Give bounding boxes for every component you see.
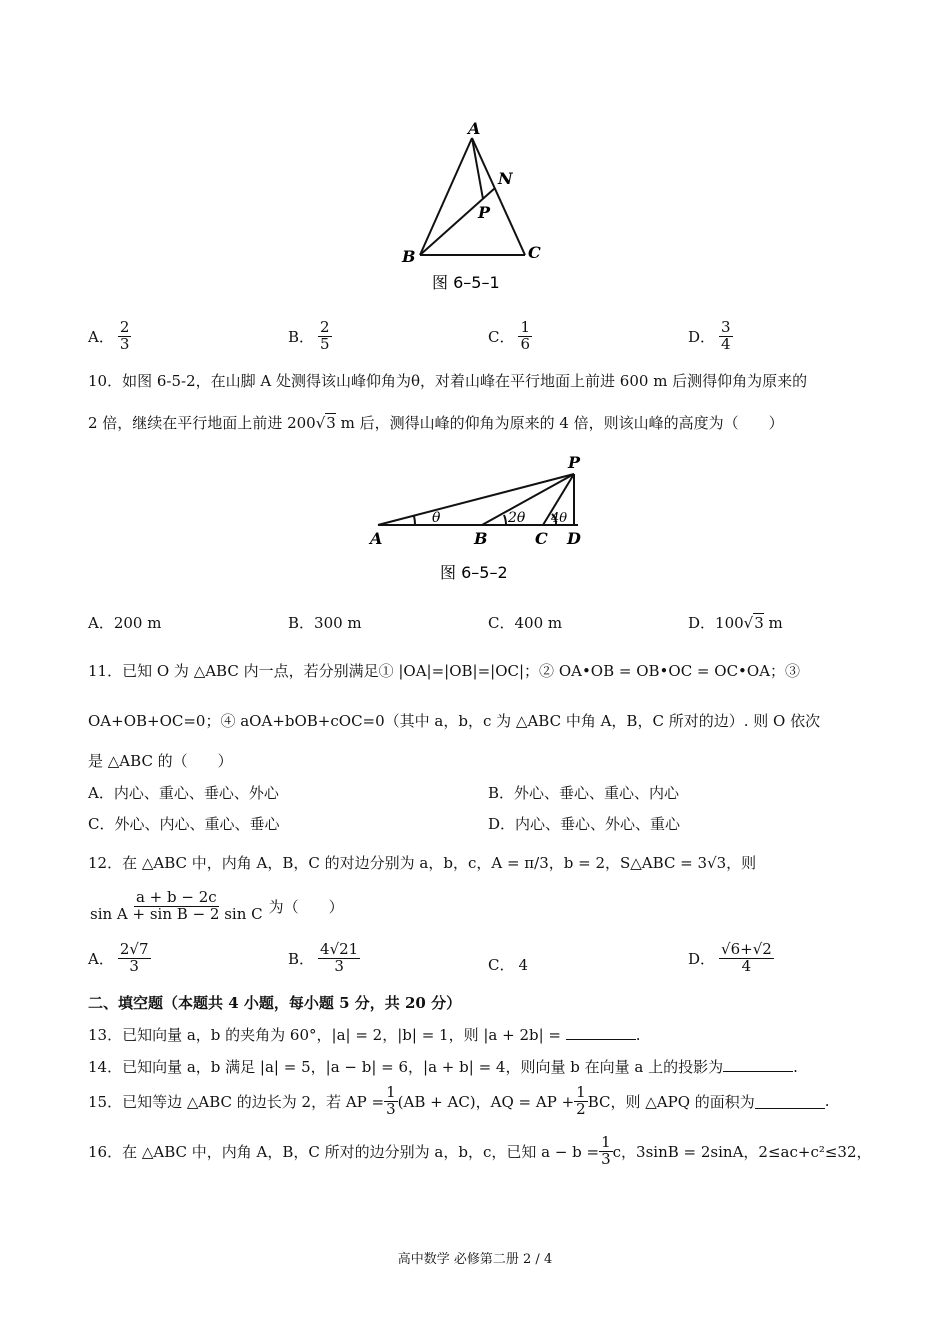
label-N: N [498,169,513,188]
q16: 16．在 △ABC 中，内角 A，B，C 所对的边分别为 a，b，c，已知 a − b = $\frac{1}{3}$ c，3sinB = 2sinA，2≤ac+c²≤32， [88,1133,872,1168]
label-B: B [474,529,488,548]
q14-blank[interactable] [723,1057,793,1072]
q9-option-d[interactable]: D． $\frac{3}{4}$ [688,318,731,353]
page-footer: 高中数学 必修第二册 2 / 4 [397,1252,553,1267]
fig1-caption: 图 6–5–1 [432,273,500,292]
q9-option-b[interactable]: B． $\frac{2}{5}$ [288,318,330,353]
label-C: C [528,243,541,262]
q12-option-d[interactable]: D． $\frac{√6+√2}{4}$ [688,940,772,975]
q11-line2: OA+OB+OC=0；④ aOA+bOB+cOC=0（其中 a，b，c 为 △ABC 中角 A，B，C 所对的边）. 则 O 依次 [88,712,821,730]
q10-option-d[interactable]: D．100 √ 3 m [688,613,783,632]
q9-option-c[interactable]: C． $\frac{1}{6}$ [488,318,531,353]
figure-6-5-2 [360,448,600,588]
label-P: P [478,203,491,222]
q11-line1: 11．已知 O 为 △ABC 内一点，若分别满足① |OA|=|OB|=|OC|；② OA•OB = OB•OC = OC•OA；③ [88,662,801,680]
q9-option-a[interactable]: A． $\frac{2}{3}$ [88,318,130,353]
triangle-diagram [380,120,570,300]
q12-option-a[interactable]: A． $\frac{2√7}{3}$ [88,940,149,975]
q12-line1: 12．在 △ABC 中，内角 A，B，C 的对边分别为 a，b，c，A = π/3，b = 2，S△ABC = 3√3，则 [88,854,757,872]
label-A: A [468,120,481,138]
label-B: B [402,247,416,266]
q11-option-b[interactable]: B．外心、垂心、重心、内心 [488,784,680,802]
mountain-diagram [360,448,600,588]
q15-blank[interactable] [755,1094,825,1109]
q10-line1: 10．如图 6-5-2，在山脚 A 处测得该山峰仰角为θ，对着山峰在平行地面上前进 600 m 后测得仰角为原来的 [88,372,808,390]
label-C: C [535,529,548,548]
figure-6-5-1 [380,120,570,300]
section-2-heading: 二、填空题（本题共 4 小题，每小题 5 分，共 20 分） [88,994,462,1012]
q13-blank[interactable] [566,1025,636,1040]
label-theta: θ [432,510,441,526]
fig2-caption: 图 6–5–2 [440,563,508,582]
q12-option-b[interactable]: B． $\frac{4√21}{3}$ [288,940,359,975]
q10-option-c[interactable]: C．400 m [488,614,563,632]
q13: 13．已知向量 a，b 的夹角为 60°，|a| = 2，|b| = 1，则 |a + 2b| = . [88,1026,641,1044]
label-A: A [370,529,383,548]
label-P: P [568,453,581,472]
label-2theta: 2θ [508,510,526,526]
q14: 14．已知向量 a，b 满足 |a| = 5，|a − b| = 6，|a + b| = 4，则向量 b 在向量 a 上的投影为 . [88,1058,798,1076]
q11-option-c[interactable]: C．外心、内心、重心、垂心 [88,815,280,833]
q12-fraction-line: $\frac{a + b - 2c}{\text{sin A + sin B − 2 sin C}}$ 为（ ） [90,888,344,923]
q15: 15．已知等边 △ABC 的边长为 2，若 AP = $\frac{1}{3}$ (AB + AC)，AQ = AP + $\frac{1}{2}$ BC，则 △APQ 的面积为 . [88,1083,830,1118]
q11-option-a[interactable]: A．内心、重心、垂心、外心 [88,784,279,802]
q11-line3: 是 △ABC 的（ ） [88,752,233,770]
q10-option-a[interactable]: A．200 m [88,614,162,632]
q11-option-d[interactable]: D．内心、垂心、外心、重心 [488,815,681,833]
q10-option-b[interactable]: B．300 m [288,614,362,632]
label-4theta: 4θ [551,511,568,526]
q12-option-c[interactable]: C． 4 [488,955,529,974]
q10-line2: 2 倍，继续在平行地面上前进 200√3 m 后，测得山峰的仰角为原来的 4 倍，则该山峰的高度为（ ） [88,414,784,432]
label-D: D [567,529,581,548]
